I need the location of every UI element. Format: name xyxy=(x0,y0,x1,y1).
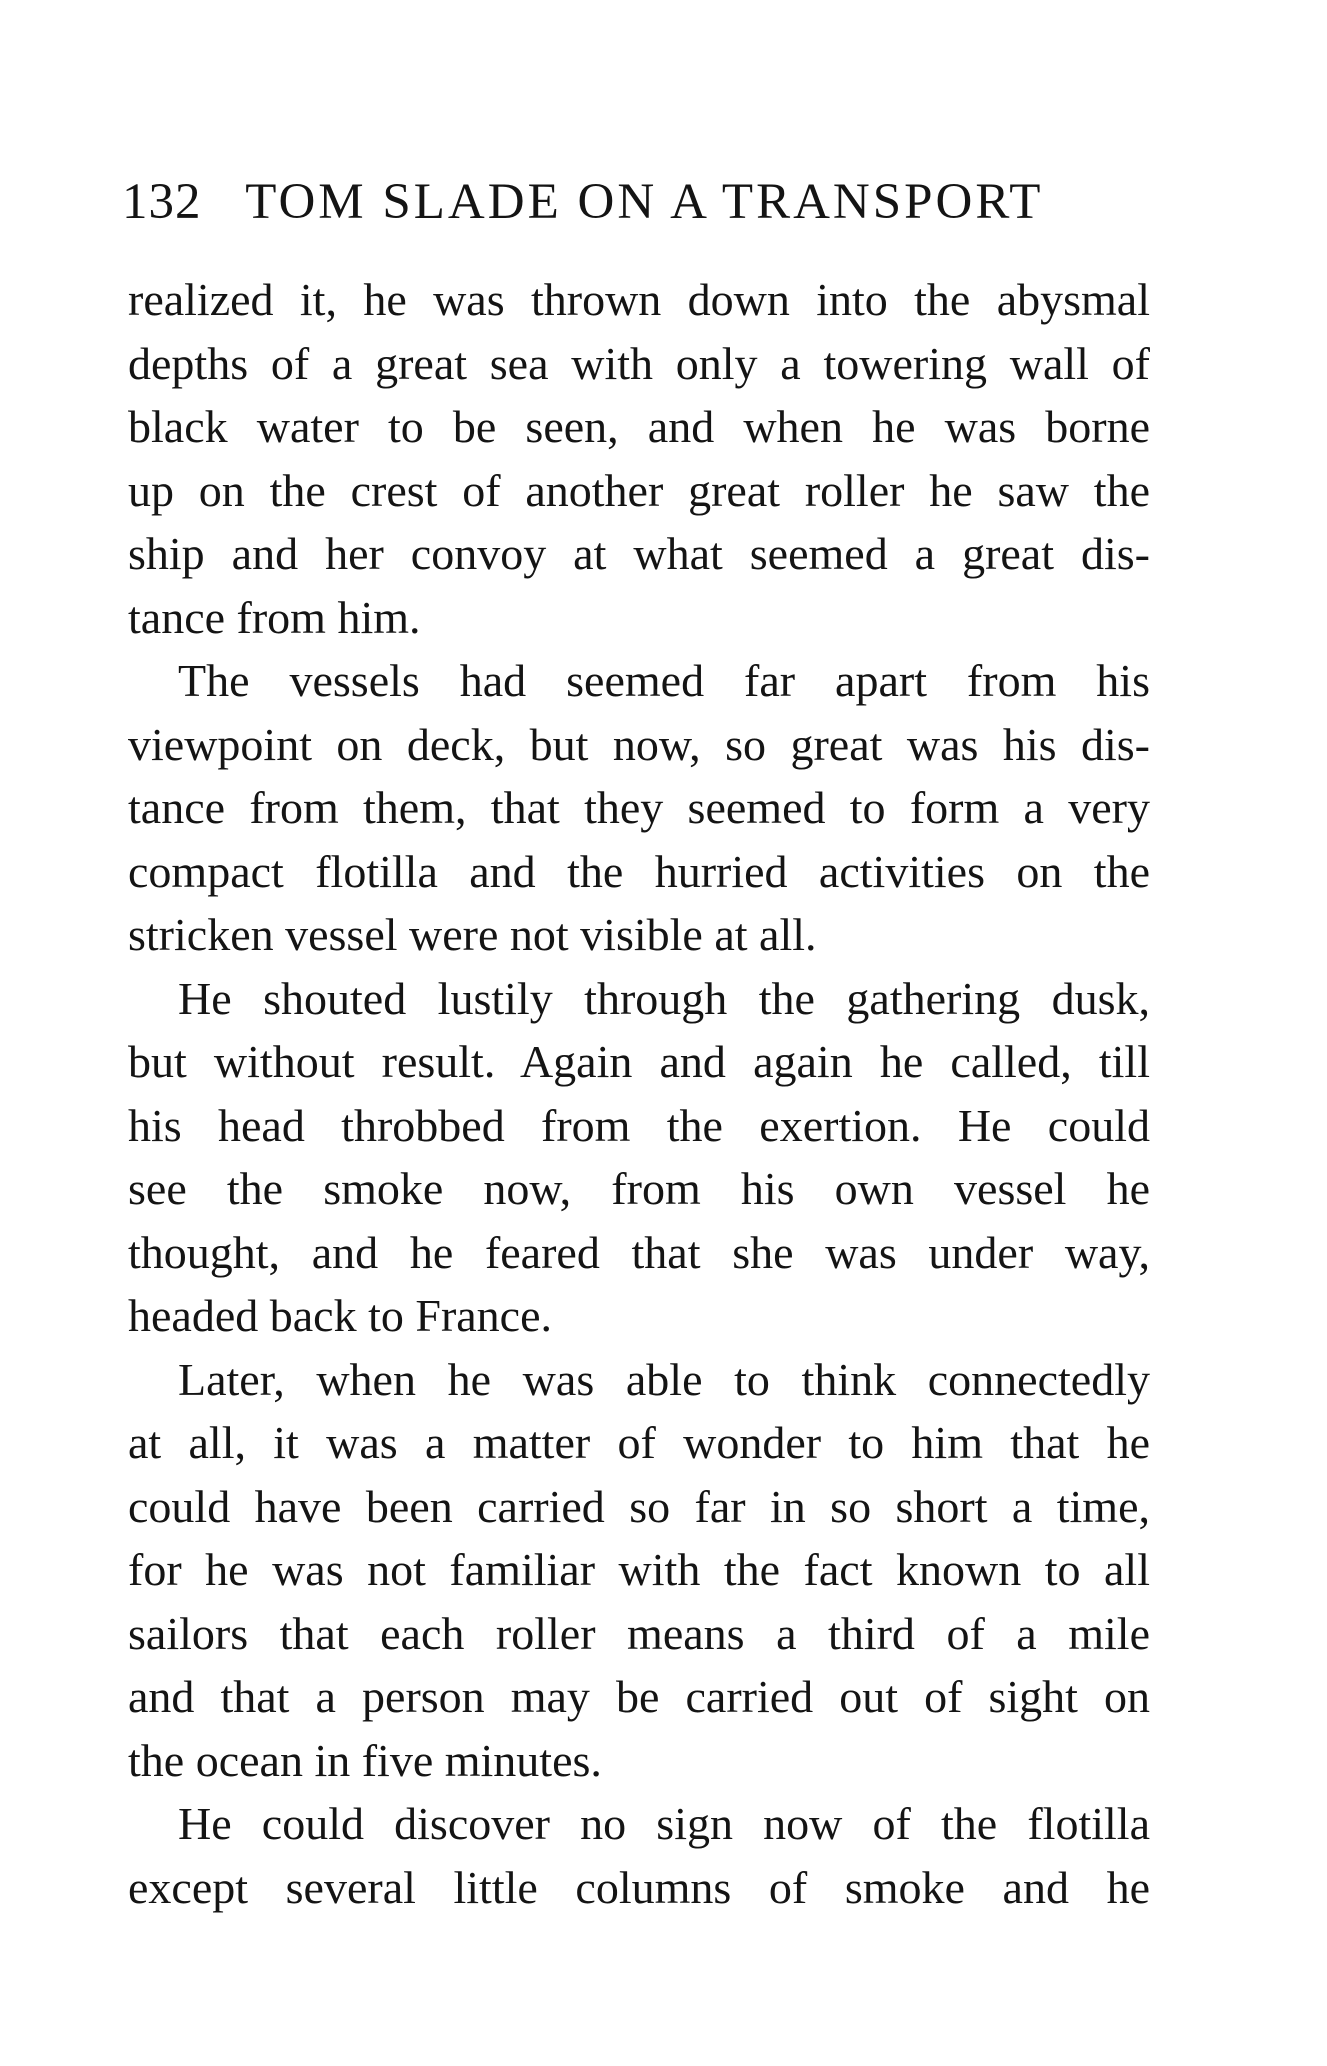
text-line: up on the crest of another great roller he saw the xyxy=(128,464,1150,516)
text-line: black water to be seen, and when he was borne xyxy=(128,401,1150,452)
text-line: tance from him. xyxy=(128,591,421,643)
text-line: see the smoke now, from his own vessel he xyxy=(128,1163,1150,1214)
text-line: viewpoint on deck, but now, so great was his dis- xyxy=(128,718,1150,770)
text-line: compact flotilla and the hurried activities on the xyxy=(128,845,1150,897)
text-line: realized it, he was thrown down into the abysmal xyxy=(128,274,1150,325)
paragraph-5 xyxy=(128,1792,1150,1919)
text-line: for he was not familiar with the fact known to all xyxy=(128,1544,1150,1595)
text-line: tance from them, that they seemed to form a very xyxy=(128,782,1150,833)
paragraph-4 xyxy=(128,1348,1150,1793)
text-line: at all, it was a matter of wonder to him that he xyxy=(128,1417,1150,1468)
paragraph-1 xyxy=(128,268,1150,649)
text-line: except several little columns of smoke and he xyxy=(128,1861,1150,1913)
body-text xyxy=(128,268,1150,1919)
page-number: 132 xyxy=(122,174,202,230)
text-line: He shouted lustily through the gathering dusk, xyxy=(178,972,1150,1024)
paragraph-3 xyxy=(128,967,1150,1348)
text-line: and that a person may be carried out of sight on xyxy=(128,1671,1150,1722)
text-line: thought, and he feared that she was under way, xyxy=(128,1226,1150,1278)
text-line: ship and her convoy at what seemed a great dis- xyxy=(128,528,1150,579)
paragraph-2 xyxy=(128,649,1150,967)
running-title: TOM SLADE ON A TRANSPORT xyxy=(245,174,1044,230)
text-line: stricken vessel were not visible at all. xyxy=(128,909,817,960)
text-line: but without result. Again and again he called, till xyxy=(128,1036,1150,1087)
text-line: sailors that each roller means a third of a mile xyxy=(128,1607,1150,1659)
text-line: Later, when he was able to think connectedly xyxy=(178,1353,1150,1405)
text-line: could have been carried so far in so short a time, xyxy=(128,1480,1150,1532)
text-line: headed back to France. xyxy=(128,1290,553,1341)
text-line: his head throbbed from the exertion. He could xyxy=(128,1099,1150,1151)
text-line: The vessels had seemed far apart from his xyxy=(178,655,1150,706)
text-line: depths of a great sea with only a towering wall of xyxy=(128,337,1150,389)
text-line: the ocean in five minutes. xyxy=(128,1734,602,1786)
text-line: He could discover no sign now of the flotilla xyxy=(178,1798,1150,1849)
page-header xyxy=(122,172,1152,232)
